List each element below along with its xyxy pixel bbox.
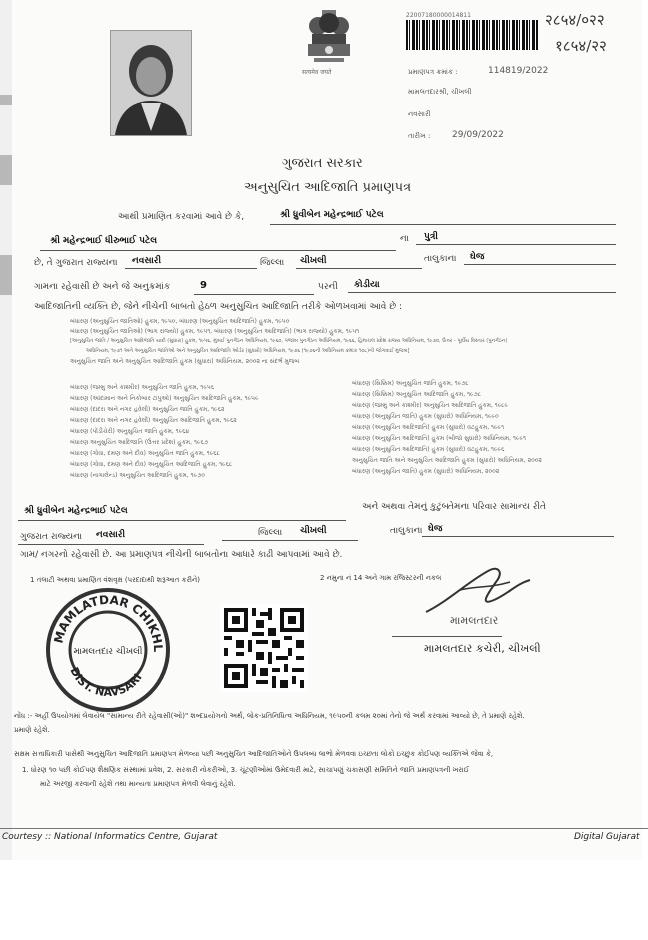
handwritten-note-1: २८५४/०२२ (545, 11, 605, 29)
title-certificate: અનુસુચિત આદિજાતિ પ્રમાણપત્ર (244, 180, 412, 195)
order-left-item: બંધારણ (દાદરા અને નગર હવેલી) અનુસુચિત જાતિ હુકમ, ૧૯૬૨ (70, 406, 225, 413)
footer-brand: Digital Gujarat (574, 832, 640, 842)
handwritten-signature (420, 560, 540, 620)
relation-line (416, 244, 616, 245)
issue-date: 29/09/2022 (452, 130, 504, 140)
residence-district-label: જિલ્લા (258, 528, 283, 538)
seal-inner-text: મામલતદાર ચીખલી (73, 647, 143, 657)
body-district: નવસારી (132, 256, 162, 266)
residence-state-label: ગુજરાત રાજ્યના (20, 532, 83, 542)
taluka-line (296, 268, 422, 269)
header-district: નવસારી (408, 110, 431, 118)
father-name: શ્રી મહેન્દ્રભાઈ ધીરુભાઈ પટેલ (50, 236, 158, 246)
caste-value: કોડીયા (354, 280, 380, 290)
taluka-label: તાલુકાના (424, 254, 457, 264)
footer (0, 828, 648, 851)
left-margin-scan (0, 0, 12, 860)
seal-bottom-text: DIST. NAVSARI (67, 665, 145, 700)
order-right-item: બંધારણ (અનુસુચિત જાતિ) હુકમ (સુધારો) અધિનિયમ, ૨૦૦૨ (352, 468, 500, 475)
competent-authority-note: સક્ષમ સત્તાધિકારી પાસેથી અનુસુચિત આદિજાતિ પ્રમાણપત્ર મેળવ્યા પછી અનુસુચિત આદિજાતિઓને ઉપલબ્ધ લાભો મેળવવા ઇચ્છતા લોકો ઇચ્છુક કોઈપણ વ્યક્તિએ જેવા કે, (14, 750, 494, 758)
residence-name-line (18, 520, 346, 521)
benefits-note: 1. ધોરણ ૧૦ પછી કોઈપણ શૈક્ષણિક સંસ્થામાં પ્રવેશ, 2. સરકારી નોકરીઓ, 3. ચૂંટણીઓમાં ઉમેદવારી માટે, સાચાપણું ચકાસણી સમિતિને જાતિ પ્રમાણપત્રની ખરાઈ (22, 766, 470, 774)
relation-value: પુત્રી (424, 232, 438, 242)
title-govt: ગુજરાત સરકાર (282, 156, 363, 171)
residence-closing: ગામ/ નગરનો રહેવાસી છે. આ પ્રમાણપત્ર નીચેની બાબતોના આધારે કાઢી આપવામાં આવે છે. (20, 550, 343, 560)
caste-line (348, 292, 616, 293)
order-left-item: બંધારણ (આંદામાન અને નિકોબાર ટાપુઓ) અનુસુચિત આદિજાતિ હુકમ, ૧૯૫૯ (70, 395, 259, 402)
order-line: બંધારણ (અનુસુચિત જાતિઓ) હુકમ, ૧૯૫૦, બંધારણ (અનુસુચિત આદિજાતિ) હુકમ, ૧૯૫૦ (70, 318, 290, 325)
office-label: મામલતદારશ્રી, ચીખલી (408, 88, 472, 96)
order-right-item: બંધારણ (સિક્કિમ) અનુસુચિત આદિજાતિ હુકમ, ૧૯૭૮ (352, 391, 482, 398)
family-text: તેમના પરિવાર સામાન્ય રીતે (448, 502, 546, 512)
basis-item-2: 2 નમુના નં 14 અને ગામ રજિસ્ટરની નકલ (320, 574, 442, 582)
state-emblem (300, 6, 358, 78)
residence-taluka-line (222, 540, 358, 541)
residence-village: ઘેજ (428, 524, 443, 534)
basis-item-1: 1 તલાટી અથવા પ્રમાણિત વંશવૃક્ષ (પરદાદાથી શરૂઆત કરીને) (30, 576, 201, 584)
residence-taluka: ચીખલી (300, 526, 327, 536)
order-left-item: બંધારણ (જમ્મુ અને કાશ્મીર) અનુસુચિત જાતિ હુકમ, ૧૯૫૬ (70, 384, 215, 391)
applicant-name: શ્રી ધ્રુવીબેન મહેન્દ્રભાઈ પટેલ (280, 210, 384, 220)
residence-village-line (422, 536, 614, 537)
residence-district: નવસારી (96, 530, 126, 540)
signatory-office: મામલતદાર કચેરી, ચીખલી (424, 642, 541, 655)
village-line (464, 264, 616, 265)
official-seal (44, 586, 172, 714)
order-right-item: બંધારણ (જમ્મુ અને કાશ્મીર) અનુસુચિત આદિજાતિ હુકમ, ૧૯૮૯ (352, 402, 509, 409)
signatory-role: મામલતદાર (450, 614, 499, 627)
footer-courtesy: Courtesy :: National Informatics Centre, Gujarat (2, 832, 218, 842)
seal-outer-text: MAMLATDAR CHIKHL (51, 592, 166, 653)
order-left-item: બંધારણ અનુસુચિત આદિજાતિ (ઉત્તર પ્રદેશ) હુકમ, ૧૯૬૭ (70, 439, 208, 446)
applicant-line (270, 224, 616, 225)
relation-label: ના (400, 234, 409, 244)
order-line: બંધારણ (અનુસુચિત જાતિઓ) (ભાગ રાજ્યો) હુકમ, ૧૯૫૧, બંધારણ (અનુસુચિત આદિજાતિ) (ભાગ રાજ્યો) હુકમ, ૧૯૫૧ (70, 328, 360, 335)
svg-text:MAMLATDAR CHIKHLI (44, 586, 165, 653)
district-label: જિલ્લા (260, 258, 285, 268)
cert-number: 114819/2022 (488, 66, 549, 76)
residence-taluka-label: તાલુકાના (390, 526, 423, 536)
benefits-note-wrap: માટે અરજી કરવાની રહેશે તથા માન્યતા પ્રમાણપત્ર મેળવી લેવાનું રહેશે. (40, 780, 236, 788)
handwritten-note-2: १८५४/२२ (555, 37, 607, 55)
signature-line (392, 636, 502, 637)
cert-number-label: પ્રમાણપત્ર ક્રમાંક : (408, 68, 458, 76)
order-left-item: બંધારણ (નાગાલેન્ડ) અનુસુચિત આદિજાતિ હુકમ, ૧૯૭૦ (70, 472, 205, 479)
caste-label: પરની (318, 282, 338, 292)
order-line: અનુસુચિત જાતિ અને અનુસુચિત આદિજાતિ હુકમ (સુધારા) અધિનિયમ, ૨૦૦૨ ના સંદર્ભ મુજબ (70, 358, 300, 365)
serial-line (194, 294, 314, 295)
order-left-item: બંધારણ (ગોવા, દમણ અને દીવ) અનુસુચિત આદિજાતિ હુકમ, ૧૯૬૮ (70, 461, 233, 468)
order-left-item: બંધારણ (ગોવા, દમણ અને દીવ) અનુસુચિત જાતિ હુકમ, ૧૯૬૮ (70, 450, 220, 457)
order-right-item: બંધારણ (અનુસુચિત જાતિ) હુકમ (સુધારો) અધિનિયમ, ૧૯૯૦ (352, 413, 499, 420)
intro-text: આથી પ્રમાણિત કરવામાં આવે છે કે, (118, 212, 245, 222)
order-right-item: બંધારણ (સિક્કિમ) અનુસુચિત જાતિ હુકમ, ૧૯૭૮ (352, 380, 469, 387)
body-taluka: ચીખલી (300, 256, 327, 266)
date-label: તારીખ : (408, 132, 431, 140)
residence-name: શ્રી ધ્રુવીબેન મહેન્દ્રભાઈ પટેલ (24, 506, 128, 516)
svg-text:DIST. NAVSARI (68, 665, 145, 699)
order-left-item: બંધારણ (પોંડીચેરી) અનુસુચિત જાતિ હુકમ, ૧૯૬૪ (70, 428, 190, 435)
father-line (40, 250, 396, 251)
tribe-line: આદિજાતિની વ્યક્તિ છે, જેને નીચેની બાબતો હેઠળ અનુસુચિત આદિજાતિ તરીકે ઓળખવામાં આવે છે : (34, 302, 403, 312)
order-right-item: બંધારણ (અનુસુચિત આદિજાતિ) હુકમ (સુધારો) વટહુકમ, ૧૯૯૬ (352, 446, 505, 453)
residence-district-line (18, 544, 204, 545)
barcode-number: 22007180000014811 (406, 12, 471, 19)
body-village: ઘેજ (470, 252, 485, 262)
village-label: ગામના રહેવાસી છે અને જે અનુક્રમાંક (34, 282, 171, 292)
order-right-item: અનુસુચિત જાતિ અને અનુસુચિત આદિજાતિ હુકમ (સુધારો) અધિનિયમ, ૨૦૦૨ (352, 457, 542, 464)
district-line (125, 268, 257, 269)
applicant-photo (110, 30, 192, 136)
state-label: છે, તે ગુજરાત રાજ્યના (34, 258, 118, 268)
verification-qr-code (220, 604, 308, 692)
order-right-item: બંધારણ (અનુસુચિત આદિજાતિ) હુકમ (બીજો સુધારો) અધિનિયમ, ૧૯૯૧ (352, 435, 526, 442)
barcode (406, 20, 538, 50)
residence-note: નોંધ :- અહીં ઉપયોગમાં લેવાયેલ "સામાન્ય રીતે રહેવાસી(ઓ)" શબ્દપ્રયોગનો અર્થ, લોક-પ્રતિનિધિત્વ અધિનિયમ, ૧૯૫૦ની કલમ ૨૦માં તેનો જે અર્થ કરવામાં આવ્યો છે, તે પ્રમાણે રહેશે. (14, 712, 525, 720)
family-label: અને અથવા તેમનું કુટુંબ (362, 502, 449, 512)
residence-note-wrap: પ્રમાણે રહેશે. (14, 726, 50, 734)
order-line: અધિનિયમ, ૧૯૭૧ અને અનુસુચિત જાતિઓ અને અનુસુચિત આદિજાતિ ઓર્ડર (સુધારો) અધિનિયમ, ૧૯૭૬ (૧૯૭૬ની અધિનિયમ ક્રમાંક ૧૦૮)ની જોગવાઈ મુજબ] (86, 348, 410, 354)
order-right-item: બંધારણ (અનુસુચિત આદિજાતિ) હુકમ (સુધારો) વટહુકમ, ૧૯૯૧ (352, 424, 505, 431)
order-left-item: બંધારણ (દાદરા અને નગર હવેલી) અનુસુચિત આદિજાતિ હુકમ, ૧૯૬૨ (70, 417, 237, 424)
emblem-caption: सत्यमेव जयते (302, 69, 332, 76)
order-line: [અનુસુચિત જાતિ / અનુસુચિત આદિજાતિ યાદી (સુધારા) હુકમ, ૧૯૫૬, મુંબઈ પુનર્ગઠન અધિનિયમ, ૧૯૬૦, પંજાબ પુનર્ગઠન અધિનિયમ, ૧૯૬૬, હિમાચલ પ્રદેશ રાજ્ય અધિનિયમ, ૧૯૭૦, ઉત્તર - પૂર્વીય વિસ્તાર (પુનર્ગઠન) (70, 338, 508, 344)
serial-number: 9 (200, 280, 207, 291)
